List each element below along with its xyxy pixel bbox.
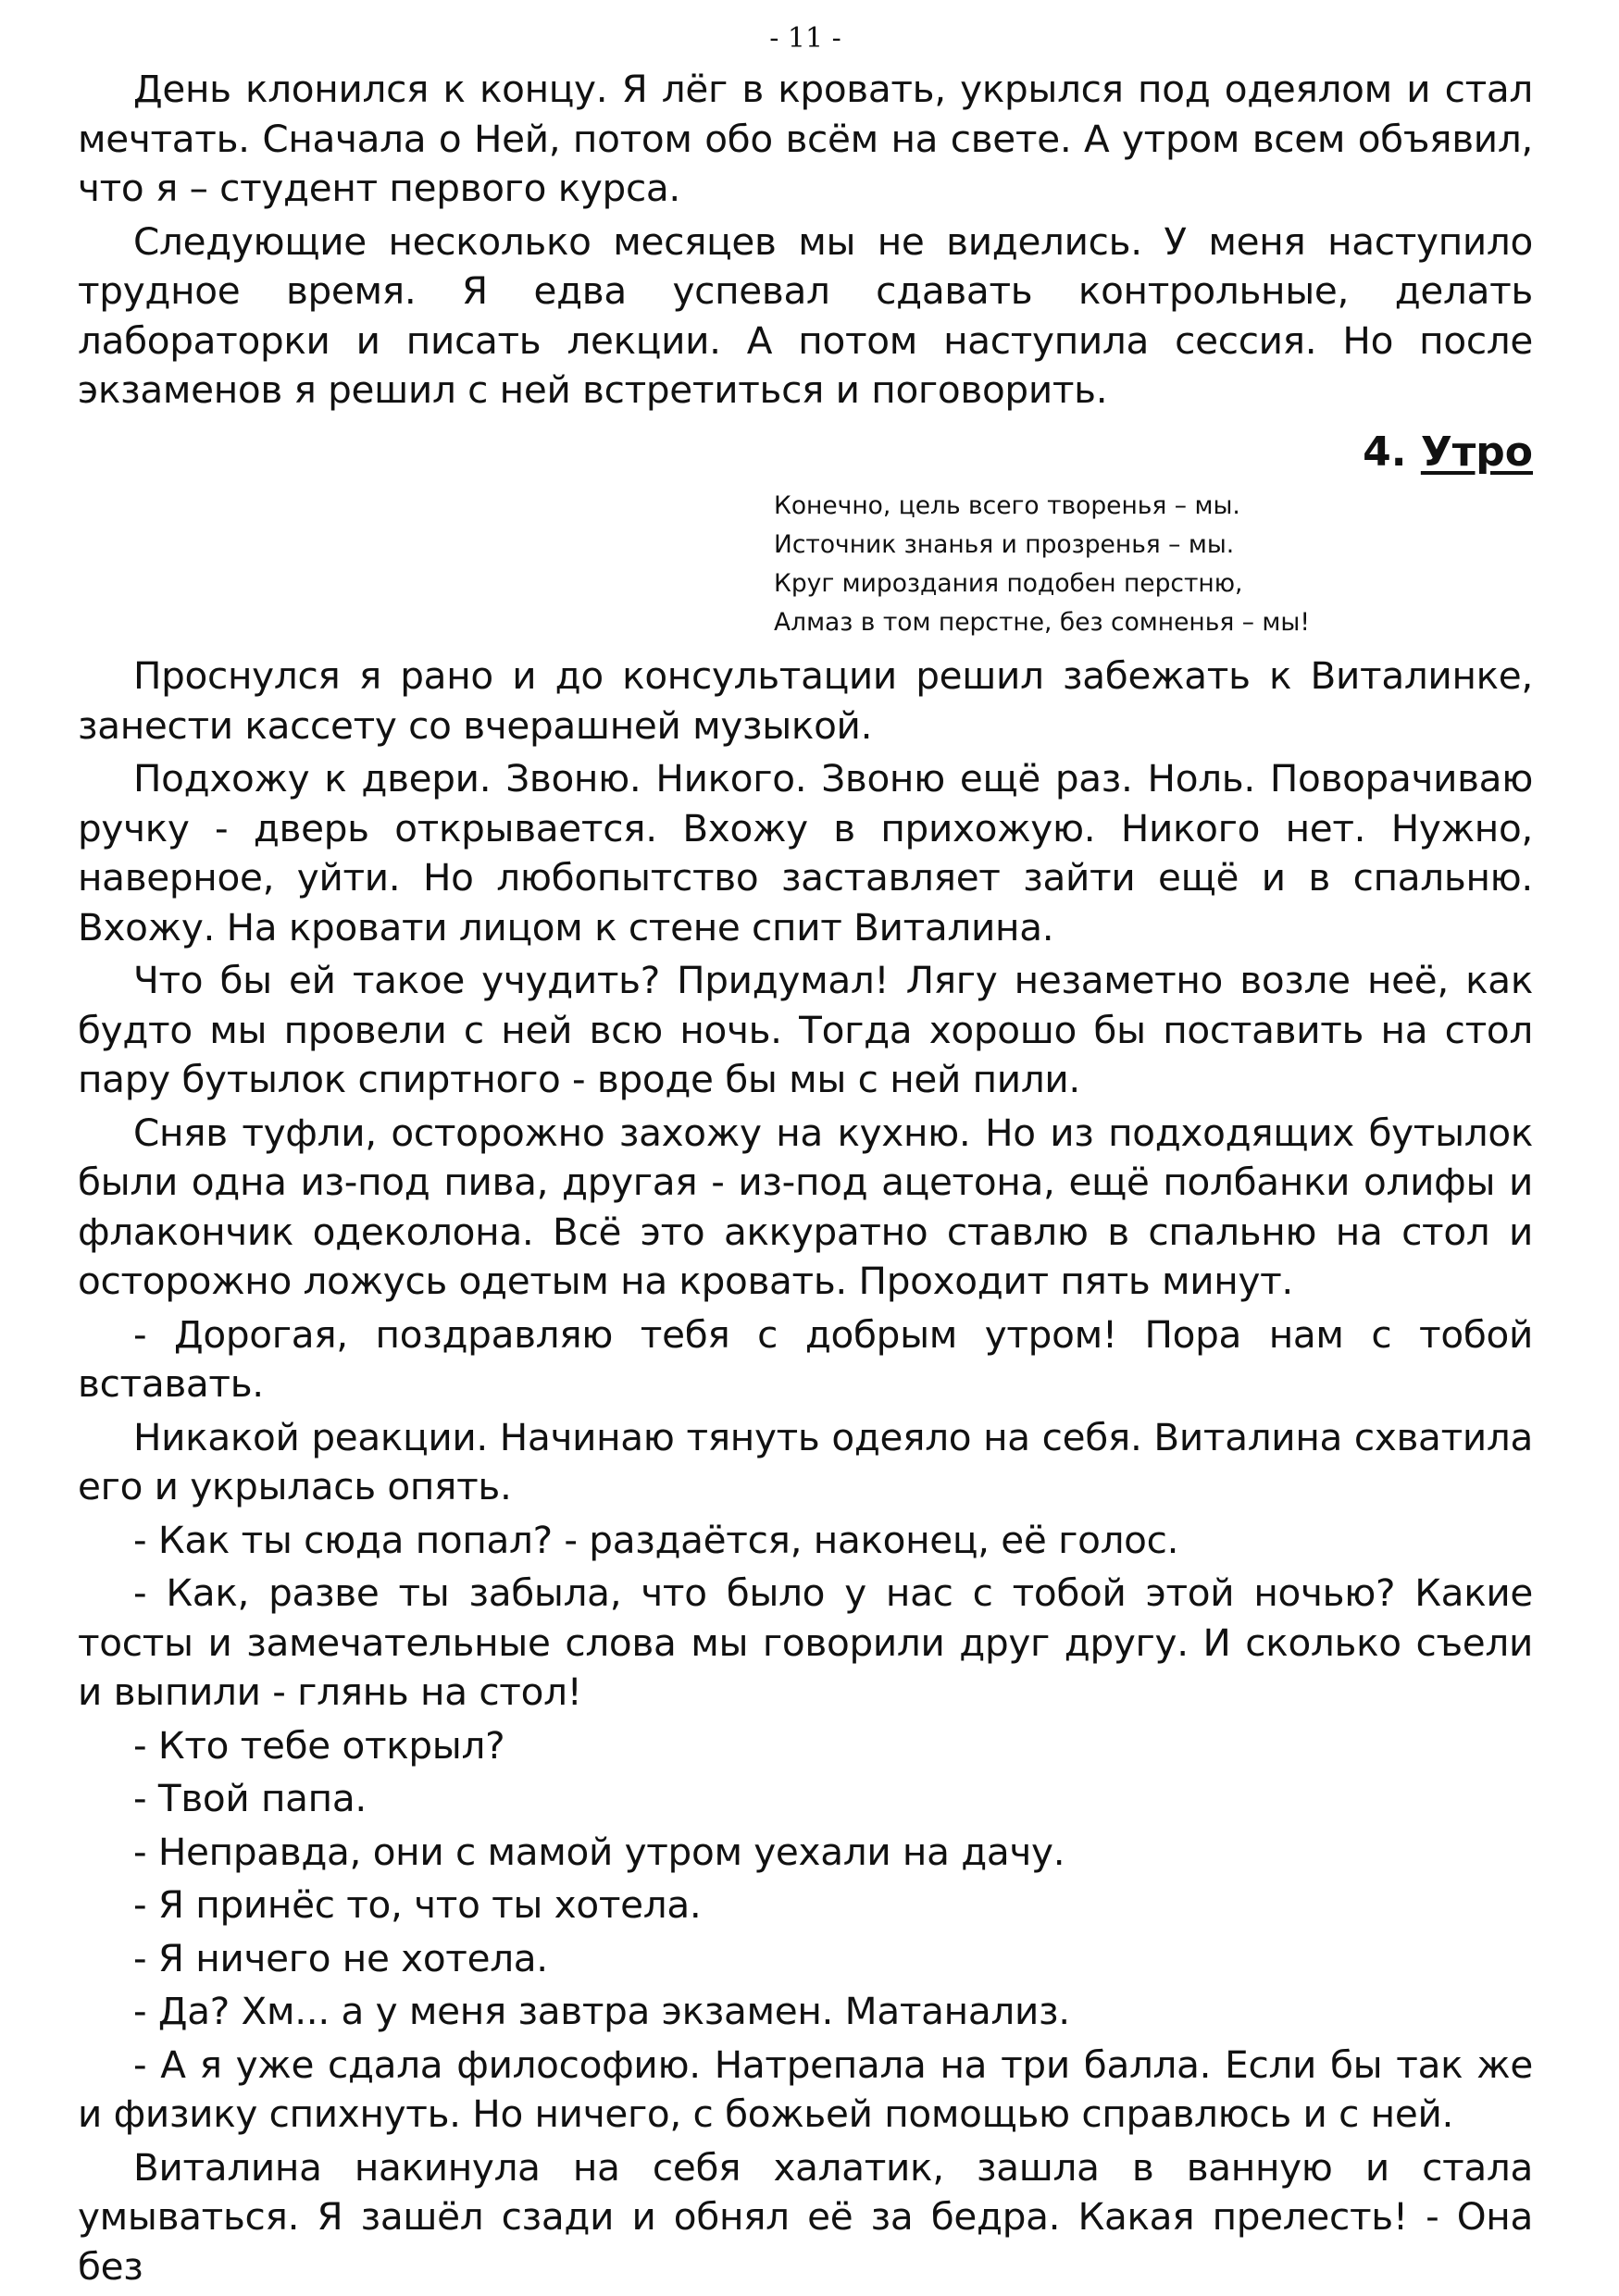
dialogue-line: - Как, разве ты забыла, что было у нас с тобой этой ночью? Какие тосты и замечательные слова мы говорили друг другу. И сколько съели и выпили - глянь на стол! xyxy=(78,1570,1533,1714)
chapter-title: Утро xyxy=(1420,428,1533,476)
intro-text xyxy=(78,65,1533,419)
epigraph xyxy=(774,487,1533,642)
dialogue-line: - Я ничего не хотела. xyxy=(133,1935,548,1980)
chapter-number: 4. xyxy=(1363,428,1407,476)
dialogue-line: - Да? Хм... а у меня завтра экзамен. Матанализ. xyxy=(133,1989,1070,2033)
page-number: - 11 - xyxy=(769,22,841,55)
paragraph: Проснулся я рано и до консультации решил забежать к Виталинке, занести кассету со вчерашней музыкой. xyxy=(78,653,1533,748)
epigraph-line: Алмаз в том перстне, без сомненья – мы! xyxy=(774,608,1310,637)
dialogue-line: - А я уже сдала философию. Натрепала на три балла. Если бы так же и физику спихнуть. Но ничего, с божьей помощью справлюсь и с ней. xyxy=(78,2042,1533,2136)
chapter-text xyxy=(78,652,1533,2295)
dialogue-line: - Как ты сюда попал? - раздаётся, наконец, её голос. xyxy=(133,1517,1179,1562)
dialogue-line: - Я принёс то, что ты хотела. xyxy=(133,1882,702,1927)
paragraph: Что бы ей такое учудить? Придумал! Лягу незаметно возле неё, как будто мы провели с ней всю ночь. Тогда хорошо бы поставить на стол пару бутылок спиртного - вроде бы мы с ней пили. xyxy=(78,958,1533,1101)
dialogue-line: - Дорогая, поздравляю тебя с добрым утром! Пора нам с тобой вставать. xyxy=(78,1311,1533,1406)
dialogue-line: - Неправда, они с мамой утром уехали на дачу. xyxy=(133,1829,1065,1874)
paragraph: Сняв туфли, осторожно захожу на кухню. Но из подходящих бутылок были одна из-под пива, другая - из-под ацетона, ещё полбанки олифы и флакончик одеколона. Всё это аккуратно ставлю в спальню на стол и осторожно ложусь одетым на кровать. Проходит пять минут. xyxy=(78,1110,1533,1303)
dialogue-line: - Кто тебе открыл? xyxy=(133,1722,505,1768)
paragraph: Следующие несколько месяцев мы не виделись. У меня наступило трудное время. Я едва успевал сдавать контрольные, делать лабораторки и писать лекции. А потом наступила сессия. Но после экзаменов я решил с ней встретиться и поговорить. xyxy=(78,218,1533,412)
paragraph: Никакой реакции. Начинаю тянуть одеяло на себя. Виталина схватила его и укрылась опять. xyxy=(78,1414,1533,1508)
epigraph-line: Конечно, цель всего творенья – мы. xyxy=(774,491,1240,520)
paragraph: День клонился к концу. Я лёг в кровать, укрылся под одеялом и стал мечтать. Сначала о Ней, потом обо всём на свете. А утром всем объявил, что я – студент первого курса. xyxy=(78,67,1533,210)
paragraph: Подхожу к двери. Звоню. Никого. Звоню ещё раз. Ноль. Поворачиваю ручку - дверь открывается. Вхожу в прихожую. Никого нет. Нужно, наверное, уйти. Но любопытство заставляет зайти ещё и в спальню. Вхожу. На кровати лицом к стене спит Виталина. xyxy=(78,756,1533,949)
epigraph-line: Круг мироздания подобен перстню, xyxy=(774,569,1243,598)
chapter-heading xyxy=(1363,426,1533,479)
paragraph: Виталина накинула на себя халатик, зашла в ванную и стала умываться. Я зашёл сзади и обнял её за бедра. Какая прелесть! - Она без xyxy=(78,2144,1533,2289)
epigraph-line: Источник знанья и прозренья – мы. xyxy=(774,530,1235,559)
dialogue-line: - Твой папа. xyxy=(133,1776,367,1820)
